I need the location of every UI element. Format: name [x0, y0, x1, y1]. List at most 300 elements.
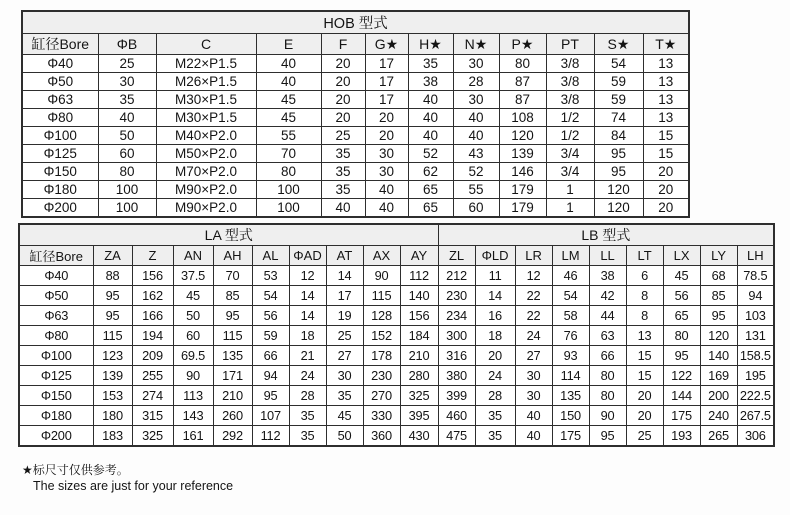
column-header: G★ — [365, 34, 408, 55]
value-cell: 60 — [98, 145, 156, 163]
bore-cell: Φ150 — [22, 163, 98, 181]
value-cell: 68 — [700, 266, 737, 286]
table-row — [19, 326, 774, 346]
value-cell: 40 — [256, 55, 321, 73]
value-cell: 22 — [515, 306, 552, 326]
value-cell: 95 — [589, 426, 626, 446]
column-header: T★ — [643, 34, 689, 55]
value-cell: 95 — [93, 286, 132, 306]
value-cell: 166 — [132, 306, 173, 326]
value-cell: 87 — [499, 91, 546, 109]
value-cell: 62 — [408, 163, 453, 181]
value-cell: 140 — [400, 286, 438, 306]
value-cell: 120 — [594, 181, 643, 199]
column-header: ΦLD — [475, 246, 515, 266]
value-cell: 6 — [626, 266, 663, 286]
footnote — [22, 462, 233, 494]
value-cell: 178 — [363, 346, 400, 366]
table-row — [22, 145, 689, 163]
value-cell: 43 — [453, 145, 499, 163]
bore-cell: Φ125 — [22, 145, 98, 163]
value-cell: 20 — [365, 109, 408, 127]
bore-cell: Φ180 — [19, 406, 93, 426]
value-cell: 30 — [453, 55, 499, 73]
value-cell: 53 — [252, 266, 289, 286]
value-cell: 87 — [499, 73, 546, 91]
column-header: E — [256, 34, 321, 55]
bore-cell: Φ63 — [22, 91, 98, 109]
value-cell: 184 — [400, 326, 438, 346]
bore-cell: Φ125 — [19, 366, 93, 386]
value-cell: M30×P1.5 — [156, 91, 256, 109]
value-cell: 94 — [252, 366, 289, 386]
value-cell: 25 — [326, 326, 363, 346]
value-cell: 460 — [438, 406, 475, 426]
value-cell: 70 — [256, 145, 321, 163]
value-cell: 35 — [408, 55, 453, 73]
column-header: LX — [663, 246, 700, 266]
value-cell: 1 — [546, 181, 594, 199]
value-cell: 20 — [643, 163, 689, 181]
value-cell: 200 — [700, 386, 737, 406]
value-cell: 80 — [589, 386, 626, 406]
value-cell: 45 — [663, 266, 700, 286]
value-cell: 24 — [289, 366, 326, 386]
bore-cell: Φ200 — [19, 426, 93, 446]
value-cell: 45 — [326, 406, 363, 426]
value-cell: 40 — [453, 127, 499, 145]
value-cell: 100 — [98, 199, 156, 217]
table-row — [22, 181, 689, 199]
value-cell: 143 — [173, 406, 213, 426]
value-cell: 20 — [321, 91, 365, 109]
value-cell: 107 — [252, 406, 289, 426]
value-cell: 128 — [363, 306, 400, 326]
table-row — [19, 346, 774, 366]
value-cell: 3/4 — [546, 163, 594, 181]
table-row — [22, 73, 689, 91]
value-cell: 40 — [515, 426, 552, 446]
value-cell: M90×P2.0 — [156, 181, 256, 199]
bore-cell: Φ50 — [19, 286, 93, 306]
bore-cell: Φ200 — [22, 199, 98, 217]
column-header: ΦB — [98, 34, 156, 55]
value-cell: 65 — [408, 181, 453, 199]
column-header: N★ — [453, 34, 499, 55]
value-cell: 14 — [475, 286, 515, 306]
table-row — [19, 306, 774, 326]
bore-cell: Φ150 — [19, 386, 93, 406]
value-cell: 193 — [663, 426, 700, 446]
value-cell: 14 — [289, 286, 326, 306]
bore-cell: Φ80 — [19, 326, 93, 346]
value-cell: 183 — [93, 426, 132, 446]
value-cell: 54 — [594, 55, 643, 73]
column-header: AY — [400, 246, 438, 266]
value-cell: 120 — [700, 326, 737, 346]
bore-cell: Φ100 — [22, 127, 98, 145]
la-lb-header-row — [19, 246, 774, 266]
table-row — [22, 91, 689, 109]
value-cell: 12 — [289, 266, 326, 286]
value-cell: 210 — [213, 386, 252, 406]
table-row — [22, 109, 689, 127]
value-cell: 65 — [663, 306, 700, 326]
value-cell: 54 — [252, 286, 289, 306]
value-cell: 30 — [365, 163, 408, 181]
value-cell: 139 — [93, 366, 132, 386]
value-cell: 95 — [213, 306, 252, 326]
value-cell: 11 — [475, 266, 515, 286]
column-header: P★ — [499, 34, 546, 55]
hob-table-title: HOB 型式 — [22, 11, 689, 34]
value-cell: 19 — [326, 306, 363, 326]
value-cell: 112 — [400, 266, 438, 286]
value-cell: 212 — [438, 266, 475, 286]
bore-cell: Φ50 — [22, 73, 98, 91]
value-cell: 60 — [173, 326, 213, 346]
bore-cell: Φ180 — [22, 181, 98, 199]
value-cell: 144 — [663, 386, 700, 406]
value-cell: 13 — [643, 73, 689, 91]
footnote-english: The sizes are just for your reference — [33, 479, 234, 493]
value-cell: 265 — [700, 426, 737, 446]
value-cell: 40 — [365, 199, 408, 217]
value-cell: 40 — [453, 109, 499, 127]
value-cell: 95 — [93, 306, 132, 326]
value-cell: 13 — [643, 91, 689, 109]
value-cell: 15 — [643, 127, 689, 145]
value-cell: 45 — [256, 91, 321, 109]
value-cell: 55 — [256, 127, 321, 145]
value-cell: 280 — [400, 366, 438, 386]
value-cell: 28 — [453, 73, 499, 91]
value-cell: 20 — [321, 109, 365, 127]
table-row — [22, 55, 689, 73]
hob-header-row — [22, 34, 689, 55]
column-header: AX — [363, 246, 400, 266]
value-cell: 17 — [326, 286, 363, 306]
value-cell: 17 — [365, 55, 408, 73]
value-cell: 108 — [499, 109, 546, 127]
value-cell: 230 — [363, 366, 400, 386]
column-header: ZA — [93, 246, 132, 266]
value-cell: 399 — [438, 386, 475, 406]
table-row — [22, 127, 689, 145]
value-cell: M70×P2.0 — [156, 163, 256, 181]
value-cell: 59 — [594, 91, 643, 109]
value-cell: 88 — [93, 266, 132, 286]
value-cell: 90 — [173, 366, 213, 386]
value-cell: 13 — [626, 326, 663, 346]
value-cell: 24 — [475, 366, 515, 386]
value-cell: 38 — [408, 73, 453, 91]
value-cell: 103 — [737, 306, 774, 326]
value-cell: 300 — [438, 326, 475, 346]
value-cell: 30 — [326, 366, 363, 386]
value-cell: 12 — [515, 266, 552, 286]
value-cell: 63 — [589, 326, 626, 346]
value-cell: 90 — [589, 406, 626, 426]
value-cell: 85 — [700, 286, 737, 306]
value-cell: 3/8 — [546, 73, 594, 91]
value-cell: 95 — [594, 163, 643, 181]
value-cell: 52 — [408, 145, 453, 163]
value-cell: 44 — [589, 306, 626, 326]
value-cell: 3/8 — [546, 55, 594, 73]
value-cell: 35 — [98, 91, 156, 109]
value-cell: 58 — [552, 306, 589, 326]
value-cell: 112 — [252, 426, 289, 446]
value-cell: M40×P2.0 — [156, 127, 256, 145]
table-row — [19, 286, 774, 306]
value-cell: 95 — [700, 306, 737, 326]
value-cell: 135 — [552, 386, 589, 406]
value-cell: 59 — [594, 73, 643, 91]
value-cell: 60 — [453, 199, 499, 217]
value-cell: 209 — [132, 346, 173, 366]
column-header: LL — [589, 246, 626, 266]
value-cell: 161 — [173, 426, 213, 446]
value-cell: 54 — [552, 286, 589, 306]
value-cell: 175 — [663, 406, 700, 426]
value-cell: 13 — [643, 109, 689, 127]
value-cell: 395 — [400, 406, 438, 426]
value-cell: 180 — [93, 406, 132, 426]
value-cell: 25 — [626, 426, 663, 446]
value-cell: 131 — [737, 326, 774, 346]
value-cell: 13 — [643, 55, 689, 73]
value-cell: 42 — [589, 286, 626, 306]
column-header: C — [156, 34, 256, 55]
value-cell: 30 — [515, 366, 552, 386]
value-cell: 25 — [98, 55, 156, 73]
table-row — [19, 426, 774, 446]
column-header: AH — [213, 246, 252, 266]
value-cell: 80 — [499, 55, 546, 73]
value-cell: 20 — [643, 199, 689, 217]
value-cell: 15 — [626, 346, 663, 366]
value-cell: 156 — [400, 306, 438, 326]
value-cell: 20 — [321, 55, 365, 73]
value-cell: 35 — [475, 426, 515, 446]
value-cell: 27 — [326, 346, 363, 366]
value-cell: 274 — [132, 386, 173, 406]
value-cell: 100 — [98, 181, 156, 199]
value-cell: 76 — [552, 326, 589, 346]
value-cell: 316 — [438, 346, 475, 366]
lb-table-title: LB 型式 — [438, 224, 774, 246]
value-cell: 35 — [321, 145, 365, 163]
bore-cell: Φ63 — [19, 306, 93, 326]
value-cell: 20 — [321, 73, 365, 91]
column-header: S★ — [594, 34, 643, 55]
value-cell: 40 — [408, 91, 453, 109]
column-header: H★ — [408, 34, 453, 55]
value-cell: 74 — [594, 109, 643, 127]
value-cell: 20 — [643, 181, 689, 199]
value-cell: 40 — [408, 127, 453, 145]
value-cell: 20 — [626, 406, 663, 426]
value-cell: 37.5 — [173, 266, 213, 286]
column-header: LM — [552, 246, 589, 266]
value-cell: 35 — [326, 386, 363, 406]
value-cell: 66 — [252, 346, 289, 366]
value-cell: 179 — [499, 181, 546, 199]
value-cell: 52 — [453, 163, 499, 181]
value-cell: 95 — [252, 386, 289, 406]
value-cell: 1/2 — [546, 127, 594, 145]
value-cell: 20 — [365, 127, 408, 145]
value-cell: 59 — [252, 326, 289, 346]
value-cell: 95 — [663, 346, 700, 366]
value-cell: 40 — [365, 181, 408, 199]
hob-spec-table — [21, 10, 690, 218]
value-cell: 325 — [132, 426, 173, 446]
value-cell: 20 — [475, 346, 515, 366]
value-cell: 169 — [700, 366, 737, 386]
value-cell: 40 — [408, 109, 453, 127]
value-cell: 50 — [98, 127, 156, 145]
value-cell: 8 — [626, 306, 663, 326]
value-cell: 267.5 — [737, 406, 774, 426]
value-cell: 66 — [589, 346, 626, 366]
value-cell: 15 — [626, 366, 663, 386]
value-cell: 20 — [626, 386, 663, 406]
column-header: LT — [626, 246, 663, 266]
value-cell: 150 — [552, 406, 589, 426]
bore-cell: Φ100 — [19, 346, 93, 366]
value-cell: 18 — [475, 326, 515, 346]
bore-cell: Φ40 — [19, 266, 93, 286]
value-cell: 30 — [365, 145, 408, 163]
value-cell: 234 — [438, 306, 475, 326]
hob-table-body — [22, 55, 689, 217]
value-cell: 1/2 — [546, 109, 594, 127]
la-table-title: LA 型式 — [19, 224, 438, 246]
value-cell: 45 — [256, 109, 321, 127]
value-cell: M30×P1.5 — [156, 109, 256, 127]
value-cell: 84 — [594, 127, 643, 145]
table-row — [19, 386, 774, 406]
column-header: 缸径Bore — [22, 34, 98, 55]
column-header: AL — [252, 246, 289, 266]
value-cell: 24 — [515, 326, 552, 346]
value-cell: 240 — [700, 406, 737, 426]
value-cell: 55 — [453, 181, 499, 199]
value-cell: 140 — [700, 346, 737, 366]
la-lb-table-body — [19, 266, 774, 446]
value-cell: 360 — [363, 426, 400, 446]
value-cell: M90×P2.0 — [156, 199, 256, 217]
column-header: ΦAD — [289, 246, 326, 266]
value-cell: 85 — [213, 286, 252, 306]
value-cell: 475 — [438, 426, 475, 446]
value-cell: 38 — [589, 266, 626, 286]
value-cell: 35 — [321, 181, 365, 199]
value-cell: 210 — [400, 346, 438, 366]
value-cell: 146 — [499, 163, 546, 181]
value-cell: 100 — [256, 199, 321, 217]
value-cell: 306 — [737, 426, 774, 446]
table-row — [22, 199, 689, 217]
column-header: Z — [132, 246, 173, 266]
value-cell: 222.5 — [737, 386, 774, 406]
column-header: ZL — [438, 246, 475, 266]
column-header: F — [321, 34, 365, 55]
la-lb-spec-table — [18, 223, 775, 447]
value-cell: 17 — [365, 91, 408, 109]
value-cell: 430 — [400, 426, 438, 446]
value-cell: 123 — [93, 346, 132, 366]
value-cell: 15 — [643, 145, 689, 163]
value-cell: 80 — [256, 163, 321, 181]
value-cell: 46 — [552, 266, 589, 286]
value-cell: 27 — [515, 346, 552, 366]
value-cell: 14 — [326, 266, 363, 286]
footnote-chinese: ★标尺寸仅供参考。 — [22, 463, 129, 477]
value-cell: 330 — [363, 406, 400, 426]
table-row — [22, 163, 689, 181]
value-cell: 325 — [400, 386, 438, 406]
value-cell: 25 — [321, 127, 365, 145]
value-cell: 17 — [365, 73, 408, 91]
value-cell: 158.5 — [737, 346, 774, 366]
value-cell: 69.5 — [173, 346, 213, 366]
value-cell: M26×P1.5 — [156, 73, 256, 91]
value-cell: 90 — [363, 266, 400, 286]
value-cell: 380 — [438, 366, 475, 386]
value-cell: 70 — [213, 266, 252, 286]
value-cell: 94 — [737, 286, 774, 306]
table-row — [19, 266, 774, 286]
value-cell: M22×P1.5 — [156, 55, 256, 73]
value-cell: 56 — [663, 286, 700, 306]
value-cell: 16 — [475, 306, 515, 326]
value-cell: 292 — [213, 426, 252, 446]
value-cell: 80 — [98, 163, 156, 181]
value-cell: 30 — [453, 91, 499, 109]
value-cell: 255 — [132, 366, 173, 386]
value-cell: 93 — [552, 346, 589, 366]
column-header: PT — [546, 34, 594, 55]
value-cell: 260 — [213, 406, 252, 426]
column-header: LY — [700, 246, 737, 266]
value-cell: 3/8 — [546, 91, 594, 109]
column-header: AN — [173, 246, 213, 266]
value-cell: 78.5 — [737, 266, 774, 286]
value-cell: 194 — [132, 326, 173, 346]
value-cell: 195 — [737, 366, 774, 386]
value-cell: 135 — [213, 346, 252, 366]
column-header: AT — [326, 246, 363, 266]
value-cell: 175 — [552, 426, 589, 446]
value-cell: 179 — [499, 199, 546, 217]
value-cell: 315 — [132, 406, 173, 426]
value-cell: 152 — [363, 326, 400, 346]
value-cell: 120 — [499, 127, 546, 145]
bore-cell: Φ40 — [22, 55, 98, 73]
value-cell: 115 — [213, 326, 252, 346]
value-cell: 139 — [499, 145, 546, 163]
value-cell: 114 — [552, 366, 589, 386]
value-cell: 100 — [256, 181, 321, 199]
la-lb-title-row — [19, 224, 774, 246]
value-cell: 40 — [256, 73, 321, 91]
value-cell: 28 — [475, 386, 515, 406]
bore-cell: Φ80 — [22, 109, 98, 127]
value-cell: 3/4 — [546, 145, 594, 163]
